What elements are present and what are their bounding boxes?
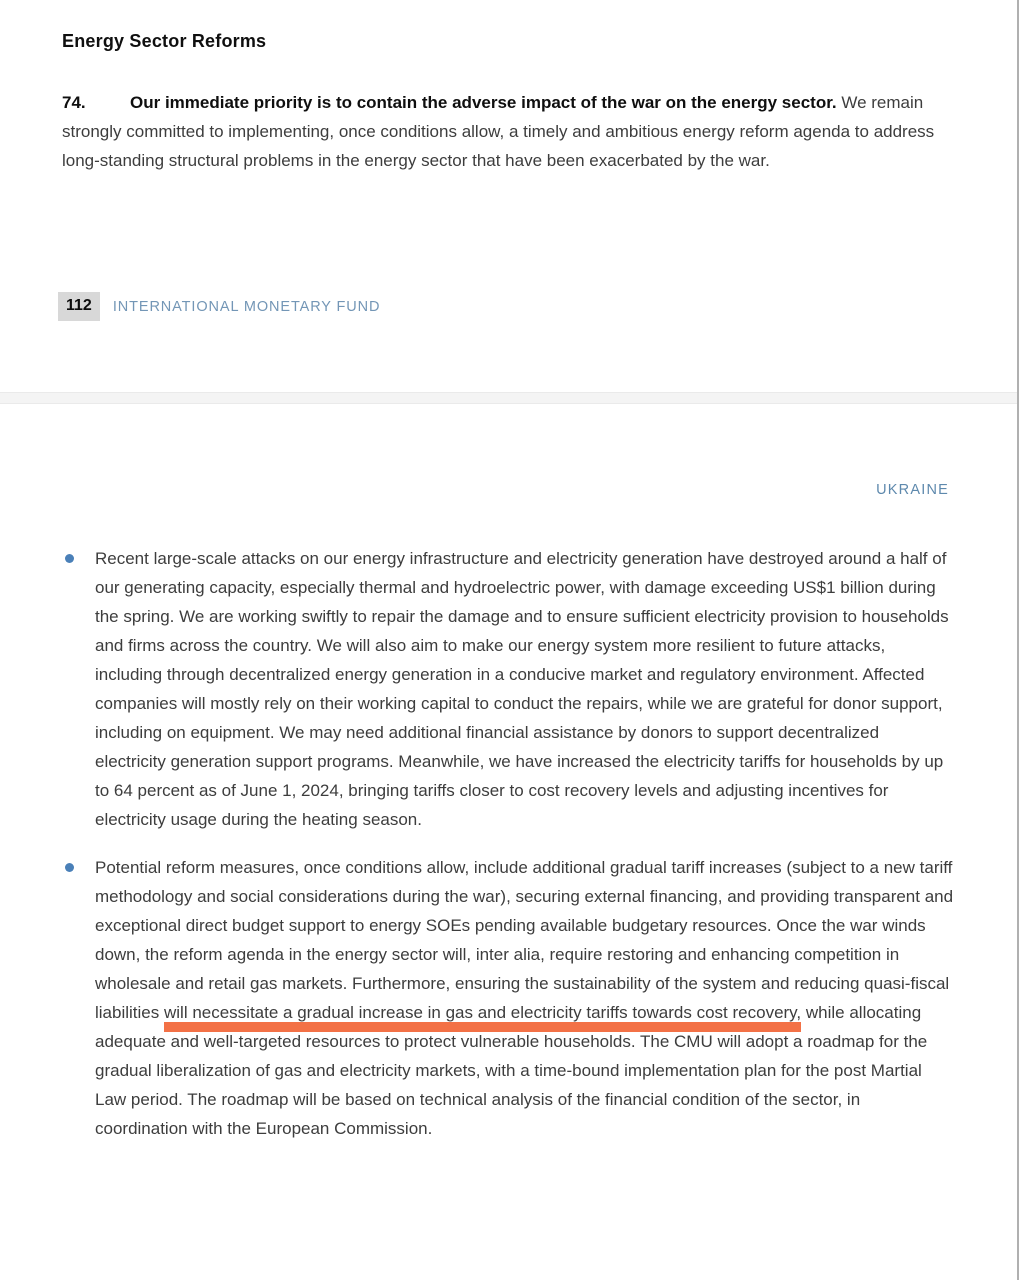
bullet-list [62,544,954,1143]
paragraph-number: 74. [62,93,86,112]
page-number-badge: 112 [58,292,100,321]
bullet-text-before-highlight: Potential reform measures, once conditions allow, include additional gradual tariff increases (subject to a new tariff methodology and social considerations during the war), securing external financing, and providing transparent and exceptional direct budget support to energy SOEs pending available budgetary resources. Once the war winds down, the reform agenda in the energy sector will, inter alia, require restoring and enhancing competition in wholesale and retail gas markets. Furthermore, ensuring the sustainability of the system and reducing quasi-fiscal liabilities [95,858,954,1022]
orange-underline-highlight: will necessitate a gradual increase in gas and electricity tariffs towards cost recovery, [164,1003,801,1032]
running-header-country: UKRAINE [876,482,949,498]
bullet-dot-icon [65,863,74,872]
page-2 [0,404,1017,1280]
page-1 [0,0,1017,392]
paragraph-body-text: We remain strongly committed to implementing, once conditions allow, a timely and ambitious energy reform agenda to address long-standing structural problems in the energy sector that have been exacerbated by the war. [62,93,935,170]
bullet-text-after-highlight: while allocating adequate and well-targeted resources to protect vulnerable households. The CMU will adopt a roadmap for the gradual liberalization of gas and electricity markets, with a time-bound implementation plan for the post Martial Law period. The roadmap will be based on technical analysis of the financial condition of the sector, in coordination with the European Commission. [95,1003,928,1138]
bullet-text: Recent large-scale attacks on our energy infrastructure and electricity generation have destroyed around a half of our generating capacity, especially thermal and hydroelectric power, with damage exceeding US$1 billion during the spring. We are working swiftly to repair the damage and to ensure sufficient electricity provision to households and firms across the country. We will also aim to make our energy system more resilient to future attacks, including through decentralized energy generation in a conducive market and regulatory environment. Affected companies will mostly rely on their working capital to conduct the repairs, while we are grateful for donor support, including on equipment. We may need additional financial assistance by donors to support decentralized electricity generation support programs. Meanwhile, we have increased the electricity tariffs for households by up to 64 percent as of June 1, 2024, bringing tariffs closer to cost recovery levels and adjusting incentives for electricity usage during the heating season. [95,549,949,829]
bullet-item-reform-measures [62,853,954,1143]
paragraph-74 [62,88,954,175]
bullet-dot-icon [65,554,74,563]
section-heading: Energy Sector Reforms [62,31,267,52]
page-break-divider [0,392,1017,404]
page-footer [58,292,380,321]
bullet-item-energy-attacks [62,544,954,834]
paragraph-bold-lead: Our immediate priority is to contain the adverse impact of the war on the energy sector. [130,93,837,112]
footer-organization-label: INTERNATIONAL MONETARY FUND [112,298,381,315]
